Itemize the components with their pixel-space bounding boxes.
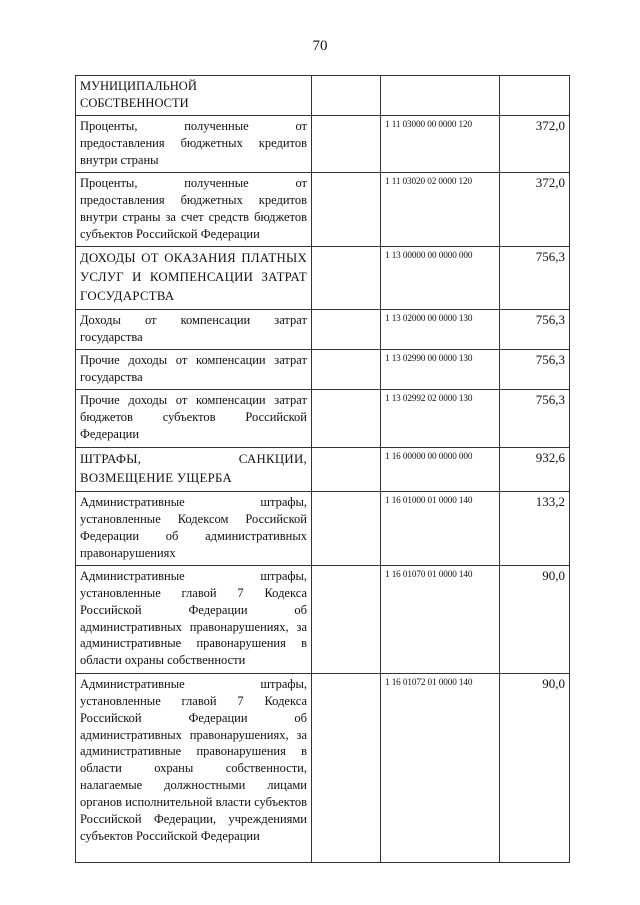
- empty-cell: [312, 673, 381, 862]
- revenue-name-cell: ДОХОДЫ ОТ ОКАЗАНИЯ ПЛАТНЫХ УСЛУГ И КОМПЕНСАЦИИ ЗАТРАТ ГОСУДАРСТВА: [76, 246, 312, 309]
- page-number: 70: [312, 38, 328, 54]
- revenue-name-cell: Доходы от компенсации затрат государства: [76, 309, 312, 349]
- table-row: [76, 172, 570, 246]
- table-row: [76, 447, 570, 491]
- amount-cell: [500, 76, 570, 116]
- budget-code-cell: 1 13 00000 00 0000 000: [381, 246, 500, 309]
- amount-cell: 756,3: [500, 349, 570, 389]
- budget-code-cell: 1 16 01070 01 0000 140: [381, 565, 500, 673]
- empty-cell: [312, 491, 381, 565]
- table-row: [76, 309, 570, 349]
- budget-code-cell: 1 16 01072 01 0000 140: [381, 673, 500, 862]
- table-row: [76, 491, 570, 565]
- budget-code-cell: 1 13 02000 00 0000 130: [381, 309, 500, 349]
- revenue-name-cell: Прочие доходы от компенсации затрат государства: [76, 349, 312, 389]
- amount-cell: 756,3: [500, 309, 570, 349]
- table-row: [76, 115, 570, 172]
- budget-code-cell: 1 13 02992 02 0000 130: [381, 389, 500, 447]
- table-row: [76, 349, 570, 389]
- revenue-name-cell: МУНИЦИПАЛЬНОЙ СОБСТВЕННОСТИ: [76, 76, 312, 116]
- amount-cell: 756,3: [500, 246, 570, 309]
- amount-cell: 90,0: [500, 673, 570, 862]
- empty-cell: [312, 309, 381, 349]
- table-row: [76, 389, 570, 447]
- table-row: [76, 246, 570, 309]
- amount-cell: 372,0: [500, 172, 570, 246]
- amount-cell: 372,0: [500, 115, 570, 172]
- revenue-name-cell: Административные штрафы, установленные Кодексом Российской Федерации об административных правонарушениях: [76, 491, 312, 565]
- empty-cell: [312, 389, 381, 447]
- table-row: [76, 76, 570, 116]
- table-row: [76, 565, 570, 673]
- empty-cell: [312, 76, 381, 116]
- budget-code-cell: 1 16 00000 00 0000 000: [381, 447, 500, 491]
- budget-code-cell: 1 11 03000 00 0000 120: [381, 115, 500, 172]
- table-row: [76, 673, 570, 862]
- empty-cell: [312, 447, 381, 491]
- revenue-table: [75, 75, 570, 863]
- revenue-name-cell: Проценты, полученные от предоставления бюджетных кредитов внутри страны: [76, 115, 312, 172]
- amount-cell: 932,6: [500, 447, 570, 491]
- revenue-name-cell: ШТРАФЫ, САНКЦИИ, ВОЗМЕЩЕНИЕ УЩЕРБА: [76, 447, 312, 491]
- empty-cell: [312, 565, 381, 673]
- empty-cell: [312, 246, 381, 309]
- budget-code-cell: 1 13 02990 00 0000 130: [381, 349, 500, 389]
- revenue-name-cell: Прочие доходы от компенсации затрат бюджетов субъектов Российской Федерации: [76, 389, 312, 447]
- empty-cell: [312, 115, 381, 172]
- amount-cell: 133,2: [500, 491, 570, 565]
- amount-cell: 90,0: [500, 565, 570, 673]
- revenue-name-cell: Административные штрафы, установленные главой 7 Кодекса Российской Федерации об административных правонарушениях, за административные правонарушения в области охраны собственности, налагаемые должностными лицами органов исполнительной власти субъектов Российской Федерации, учреждениями субъектов Российской Федерации: [76, 673, 312, 862]
- budget-code-cell: 1 11 03020 02 0000 120: [381, 172, 500, 246]
- revenue-name-cell: Проценты, полученные от предоставления бюджетных кредитов внутри страны за счет средств бюджетов субъектов Российской Федерации: [76, 172, 312, 246]
- revenue-name-cell: Административные штрафы, установленные главой 7 Кодекса Российской Федерации об административных правонарушениях, за административные правонарушения в области охраны собственности: [76, 565, 312, 673]
- empty-cell: [312, 349, 381, 389]
- amount-cell: 756,3: [500, 389, 570, 447]
- empty-cell: [312, 172, 381, 246]
- revenue-table-body: [76, 76, 570, 863]
- budget-code-cell: 1 16 01000 01 0000 140: [381, 491, 500, 565]
- budget-code-cell: [381, 76, 500, 116]
